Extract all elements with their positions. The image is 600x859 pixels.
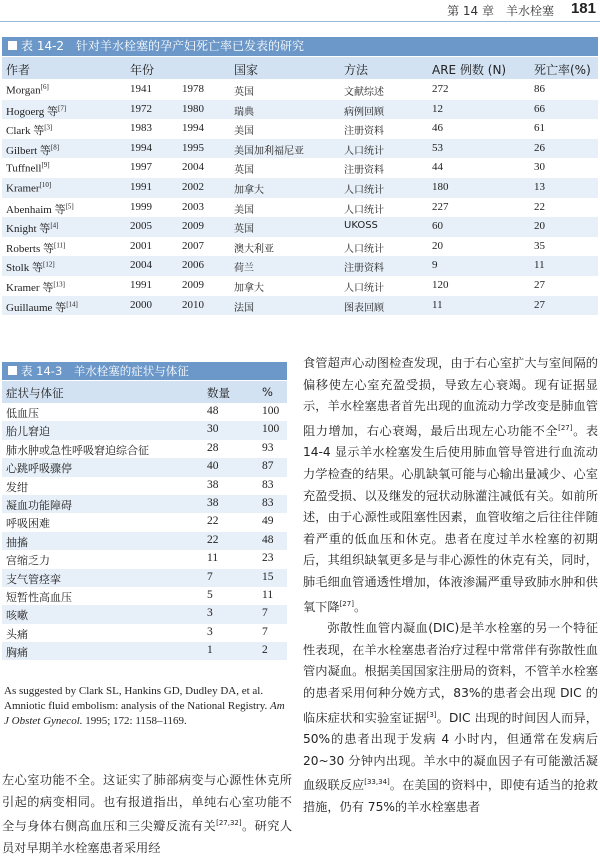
cell-author: Tuffnell[9] xyxy=(6,161,50,176)
cell-country: 法国 xyxy=(234,302,254,314)
table-14-2-header xyxy=(2,57,598,79)
cell-author: Guillaume 等[14] xyxy=(6,299,78,314)
cell-n: 12 xyxy=(432,102,443,115)
cell-author: Abenhaim 等[5] xyxy=(6,201,74,216)
cell-y2: 1994 xyxy=(182,122,204,135)
table-row xyxy=(2,403,287,421)
cell-n: 38 xyxy=(207,478,219,491)
col-symptom: 症状与体征 xyxy=(6,386,64,400)
cell-method: 人口统计 xyxy=(344,145,384,157)
cell-method: 注册资料 xyxy=(344,126,384,138)
table-row xyxy=(2,421,287,439)
cell-pct: 7 xyxy=(262,625,268,638)
cell-rate: 11 xyxy=(534,259,545,272)
col-percent: % xyxy=(262,385,273,399)
cell-n: 9 xyxy=(432,259,438,272)
cell-y2: 2002 xyxy=(182,180,204,193)
cell-rate: 61 xyxy=(534,122,545,135)
cell-n: 180 xyxy=(432,180,449,193)
cell-label: 支气管痉挛 xyxy=(6,572,61,586)
cell-y1: 2001 xyxy=(130,239,152,252)
cell-y2: 2007 xyxy=(182,239,204,252)
cell-rate: 30 xyxy=(534,161,545,174)
table-row xyxy=(2,119,598,139)
table-row xyxy=(2,158,598,178)
table-row xyxy=(2,198,598,218)
col-country: 国家 xyxy=(234,63,259,77)
cell-n: 3 xyxy=(207,607,213,620)
cell-label: 呼吸困难 xyxy=(6,517,50,531)
table-row xyxy=(2,139,598,159)
table-row xyxy=(2,178,598,198)
cell-y1: 2004 xyxy=(130,259,152,272)
page-header xyxy=(0,0,600,22)
paragraph: 食管超声心动图检查发现，由于右心室扩大与室间隔的偏移使左心室充盈受损，导致左心衰竭。现有证据显示，羊水栓塞患者首先出现的血流动力学改变是肺血管阻力增加，右心衰竭，最后出现左心功能不全[27]。表 14-4 显示羊水栓塞发生后使用肺血管导管进行血流动力学检查的结果。心肌缺氧可能与心输出量减少、心室充盈受损、以及继发的冠状动脉灌注减低有关。如前所述，由于心源性或阻塞性因素，血管收缩之后往往伴随着严重的低血压和休克。患者在度过羊水栓塞的初期后，其组织缺氧更多是与非心源性的休克有关，同时，肺毛细血管通透性增加，体液渗漏严重导致肺水肿和供氧下降[27]。 xyxy=(303,356,599,614)
cell-author: Hogoerg 等[7] xyxy=(6,103,67,118)
cell-pct: 49 xyxy=(262,515,274,528)
table-row xyxy=(2,276,598,296)
table-row xyxy=(2,532,287,550)
table-14-3-note: As suggested by Clark SL, Hankins GD, Dudley DA, et al. Amniotic fluid embolism: analysis of the National Registry. Am J Obstet Gynecol. 1995; 172: 1158–1169. xyxy=(4,685,285,727)
table-row xyxy=(2,256,598,276)
table-row xyxy=(2,80,598,100)
cell-method: 图表回顾 xyxy=(344,302,384,314)
cell-y1: 1994 xyxy=(130,141,152,154)
cell-country: 荷兰 xyxy=(234,263,254,275)
cell-country: 澳大利亚 xyxy=(234,243,274,255)
cell-rate: 35 xyxy=(534,239,545,252)
cell-n: 120 xyxy=(432,278,449,291)
cell-label: 心跳呼吸骤停 xyxy=(6,462,72,476)
cell-n: 46 xyxy=(432,122,443,135)
paragraph: 左心室功能不全。这证实了肺部病变与心源性休克所引起的病变相同。也有报道指出，单纯右心室功能不全与身体右侧高血压和三尖瓣反流有关[27,32]。研究人员对早期羊水栓塞患者采用经 xyxy=(2,773,293,855)
cell-rate: 13 xyxy=(534,180,545,193)
cell-pct: 83 xyxy=(262,496,274,509)
cell-y1: 1991 xyxy=(130,180,152,193)
cell-pct: 93 xyxy=(262,441,274,454)
cell-method: 病例回顾 xyxy=(344,106,384,118)
cell-n: 38 xyxy=(207,496,219,509)
table-row xyxy=(2,550,287,568)
cell-n: 22 xyxy=(207,515,219,528)
cell-rate: 20 xyxy=(534,220,545,233)
cell-pct: 83 xyxy=(262,478,274,491)
cell-method: 人口统计 xyxy=(344,282,384,294)
col-author: 作者 xyxy=(6,63,31,77)
cell-y1: 2005 xyxy=(130,220,152,233)
cell-n: 60 xyxy=(432,220,443,233)
cell-n: 11 xyxy=(432,298,443,311)
table-14-2-body xyxy=(2,80,598,315)
table-row xyxy=(2,296,598,316)
cell-y1: 2000 xyxy=(130,298,152,311)
table-14-3-title: 表 14-3 羊水栓塞的症状与体征 xyxy=(2,362,287,380)
table-row xyxy=(2,217,598,237)
cell-y2: 2009 xyxy=(182,278,204,291)
col-count: 数量 xyxy=(207,386,230,400)
cell-country: 美国加利福尼亚 xyxy=(234,145,304,157)
cell-country: 英国 xyxy=(234,224,254,236)
cell-country: 英国 xyxy=(234,87,254,98)
cell-country: 瑞典 xyxy=(234,106,254,118)
cell-method: 人口统计 xyxy=(344,243,384,255)
cell-method: 人口统计 xyxy=(344,184,384,196)
cell-label: 头痛 xyxy=(6,627,28,641)
table-row xyxy=(2,477,287,495)
table-row xyxy=(2,642,287,660)
cell-country: 美国 xyxy=(234,126,254,138)
cell-n: 44 xyxy=(432,161,443,174)
table-row xyxy=(2,624,287,642)
cell-country: 加拿大 xyxy=(234,184,264,196)
cell-pct: 100 xyxy=(262,405,280,417)
cell-y1: 1999 xyxy=(130,200,152,213)
table-row xyxy=(2,100,598,120)
cell-pct: 87 xyxy=(262,460,274,473)
right-column-text xyxy=(303,353,598,819)
cell-y2: 2004 xyxy=(182,161,204,174)
cell-y2: 1980 xyxy=(182,102,204,115)
cell-pct: 48 xyxy=(262,533,274,546)
cell-country: 英国 xyxy=(234,165,254,177)
col-method: 方法 xyxy=(344,63,369,77)
cell-method: UKOSS xyxy=(344,220,378,232)
cell-pct: 7 xyxy=(262,607,268,620)
cell-label: 咳嗽 xyxy=(6,609,28,623)
page-number: 181 xyxy=(570,0,596,17)
cell-n: 1 xyxy=(207,644,213,657)
col-death-rate: 死亡率(%) xyxy=(534,63,591,77)
cell-y2: 1995 xyxy=(182,141,204,154)
paragraph: 弥散性血管内凝血(DIC)是羊水栓塞的另一个特征性表现，在羊水栓塞患者治疗过程中常常伴有弥散性血管内凝血。根据美国国家注册局的资料，不管羊水栓塞的患者采用何种分娩方式，83%的患者会出现 DIC 的临床症状和实验室证据[3]。DIC 出现的时间因人而异，50%的患者出现于发病 4 小时内，但通常在发病后 20~30 分钟内出现。羊水中的凝血因子有可能激活凝血级联反应[33,34]。在美国的资料中，即使有适当的抢救措施，仍有 75%的羊水栓塞患者 xyxy=(303,621,599,815)
left-column-text xyxy=(2,770,292,859)
cell-n: 5 xyxy=(207,588,213,601)
cell-rate: 27 xyxy=(534,278,545,291)
cell-method: 注册资料 xyxy=(344,263,384,275)
cell-y2: 2003 xyxy=(182,200,204,213)
table-row xyxy=(2,569,287,587)
cell-pct: 11 xyxy=(262,588,274,601)
cell-n: 3 xyxy=(207,625,213,638)
cell-n: 7 xyxy=(207,570,213,583)
col-are-n: ARE 例数 (N) xyxy=(432,63,507,77)
cell-n: 22 xyxy=(207,533,219,546)
cell-y2: 1978 xyxy=(182,83,204,95)
cell-n: 53 xyxy=(432,141,443,154)
cell-n: 28 xyxy=(207,441,219,454)
table-row xyxy=(2,237,598,257)
cell-y1: 1997 xyxy=(130,161,152,174)
cell-rate: 27 xyxy=(534,298,545,311)
table-row xyxy=(2,605,287,623)
col-year: 年份 xyxy=(130,63,155,77)
cell-rate: 66 xyxy=(534,102,545,115)
table-row xyxy=(2,458,287,476)
cell-n: 272 xyxy=(432,83,449,95)
cell-author: Kramer 等[13] xyxy=(6,280,66,294)
table-row xyxy=(2,440,287,458)
cell-n: 30 xyxy=(207,423,219,436)
cell-n: 227 xyxy=(432,200,449,213)
header-rule xyxy=(0,21,600,22)
table-row xyxy=(2,495,287,513)
table-row xyxy=(2,587,287,605)
cell-rate: 26 xyxy=(534,141,545,154)
cell-label: 肺水肿或急性呼吸窘迫综合征 xyxy=(6,443,149,457)
table-14-2-title: 表 14-2 针对羊水栓塞的孕产妇死亡率已发表的研究 xyxy=(2,37,598,56)
cell-label: 发绀 xyxy=(6,480,28,494)
table-row xyxy=(2,513,287,531)
cell-country: 美国 xyxy=(234,204,254,216)
cell-rate: 86 xyxy=(534,83,545,95)
cell-y1: 1983 xyxy=(130,122,152,135)
cell-label: 胎儿窘迫 xyxy=(6,425,50,439)
cell-label: 抽搐 xyxy=(6,535,28,549)
cell-y1: 1941 xyxy=(130,83,152,95)
cell-pct: 23 xyxy=(262,552,274,565)
cell-y1: 1991 xyxy=(130,278,152,291)
cell-n: 20 xyxy=(432,239,443,252)
cell-label: 短暂性高血压 xyxy=(6,590,72,604)
cell-n: 40 xyxy=(207,460,219,473)
cell-author: Kramer[10] xyxy=(6,180,52,195)
cell-label: 凝血功能障碍 xyxy=(6,498,72,512)
cell-author: Clark 等[3] xyxy=(6,123,53,138)
cell-author: Stolk 等[12] xyxy=(6,260,55,275)
cell-method: 注册资料 xyxy=(344,165,384,177)
cell-pct: 2 xyxy=(262,644,268,657)
table-14-3-body xyxy=(2,403,287,660)
cell-country: 加拿大 xyxy=(234,282,264,294)
cell-n: 11 xyxy=(207,552,219,565)
cell-y2: 2009 xyxy=(182,220,204,233)
table-14-3-header xyxy=(2,381,287,403)
cell-y2: 2010 xyxy=(182,298,204,311)
cell-label: 宫缩乏力 xyxy=(6,554,50,568)
chapter-title: 第 14 章 羊水栓塞 xyxy=(447,4,554,18)
cell-author: Roberts 等[11] xyxy=(6,241,66,255)
cell-author: Morgan[6] xyxy=(6,83,49,97)
cell-method: 文献综述 xyxy=(344,87,384,98)
cell-y2: 2006 xyxy=(182,259,204,272)
cell-pct: 100 xyxy=(262,423,280,436)
cell-method: 人口统计 xyxy=(344,204,384,216)
cell-n: 48 xyxy=(207,405,219,417)
square-bullet-icon xyxy=(8,41,17,50)
cell-rate: 22 xyxy=(534,200,545,213)
cell-label: 低血压 xyxy=(6,407,39,420)
cell-y1: 1972 xyxy=(130,102,152,115)
square-bullet-icon xyxy=(8,366,17,375)
cell-pct: 15 xyxy=(262,570,274,583)
cell-author: Knight 等[4] xyxy=(6,221,59,236)
cell-label: 胸痛 xyxy=(6,646,28,660)
cell-author: Gilbert 等[8] xyxy=(6,143,60,157)
